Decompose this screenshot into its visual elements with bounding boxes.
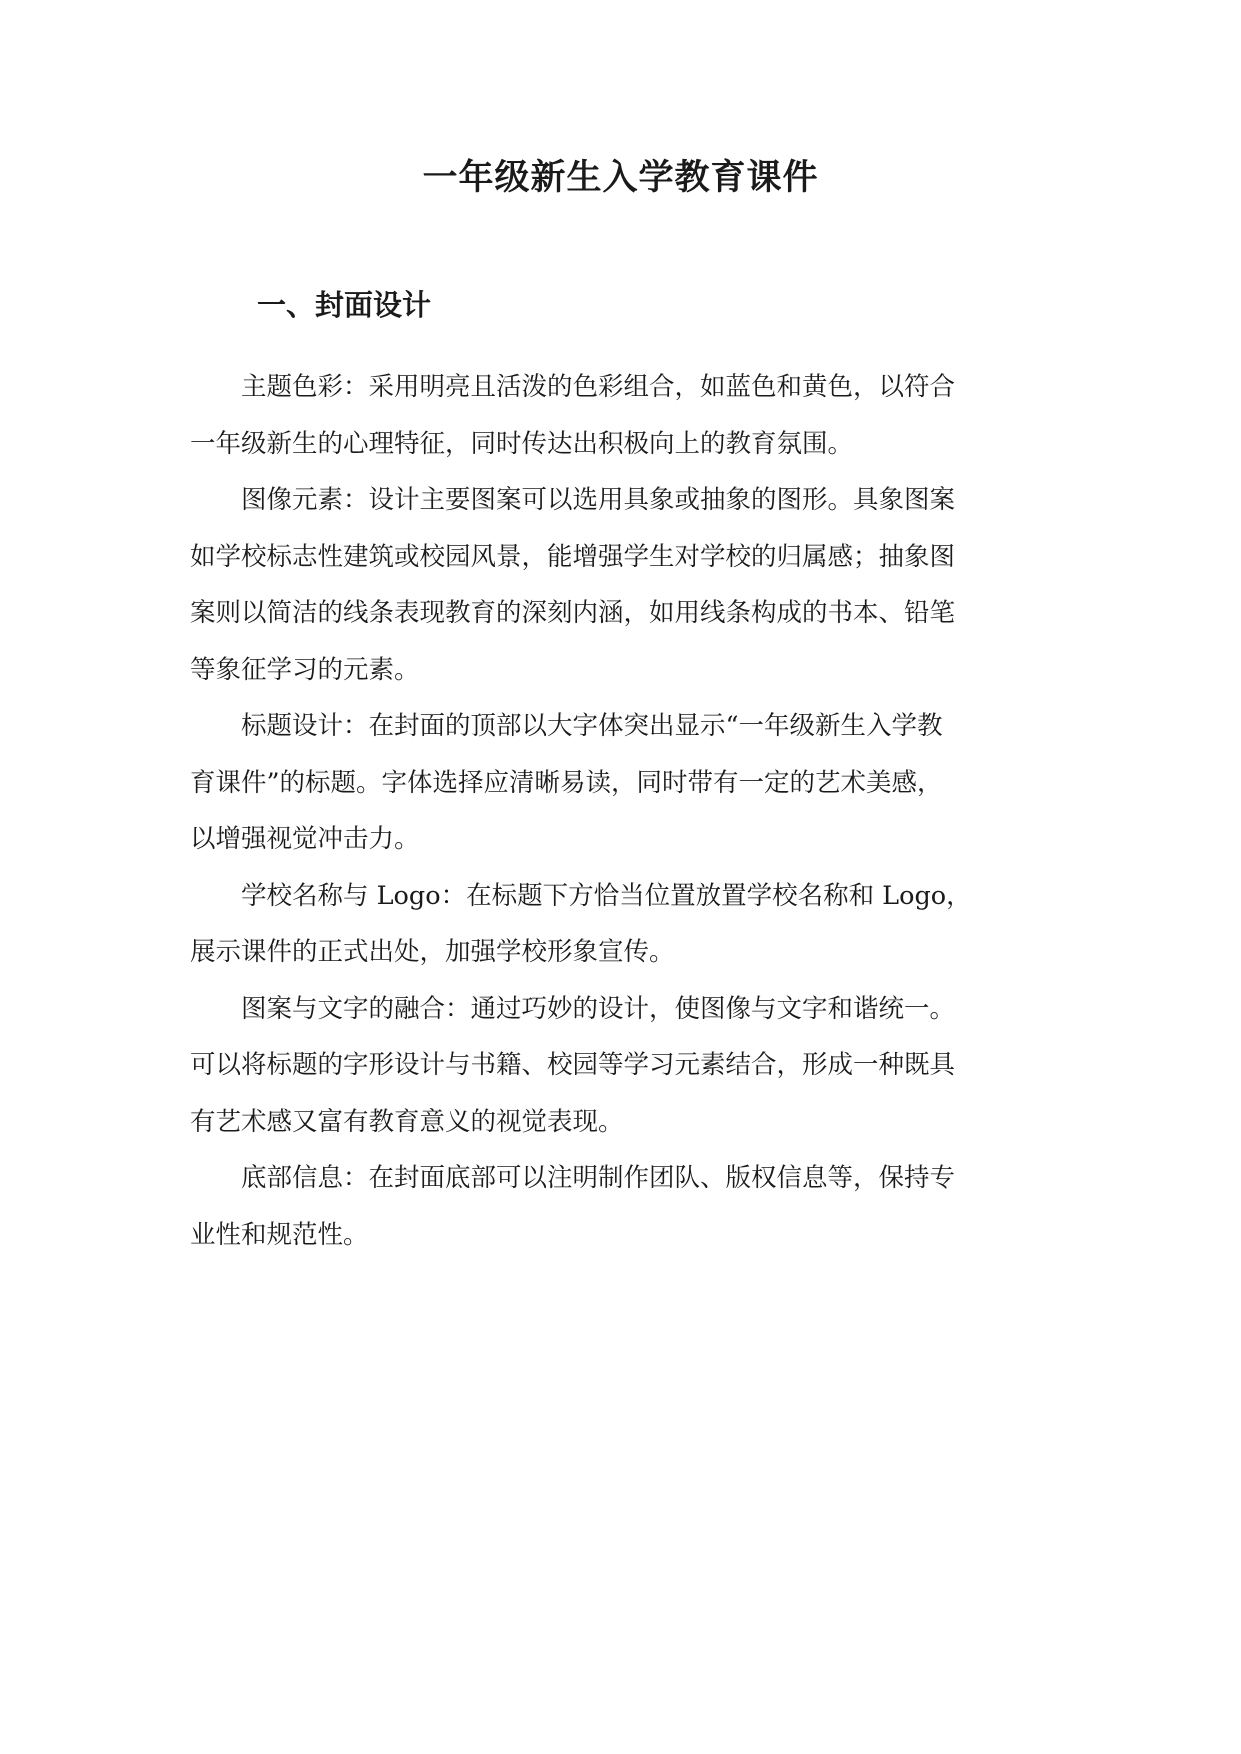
document-title: 一年级新生入学教育课件	[422, 158, 819, 198]
paragraph-footer-info	[190, 1150, 1070, 1263]
paragraph-image-elements	[190, 472, 1070, 698]
text-line: 图案与文字的融合：通过巧妙的设计，使图像与文字和谐统一。	[241, 993, 956, 1024]
text-line: 以增强视觉冲击力。	[190, 824, 420, 854]
text-line: 育课件”的标题。字体选择应清晰易读，同时带有一定的艺术美感，	[190, 767, 943, 798]
paragraph-title-design	[190, 698, 1070, 868]
text-line: 等象征学习的元素。	[190, 654, 420, 685]
text-line: 如学校标志性建筑或校园风景，能增强学生对学校的归属感；抽象图	[190, 541, 956, 572]
text-line: 可以将标题的字形设计与书籍、校园等学习元素结合，形成一种既具	[190, 1050, 956, 1080]
text-line: 业性和规范性。	[190, 1219, 369, 1250]
text-line: 底部信息：在封面底部可以注明制作团队、版权信息等，保持专	[241, 1163, 956, 1193]
text-line: 案则以简洁的线条表现教育的深刻内涵，如用线条构成的书本、铅笔	[190, 598, 956, 628]
body-text	[190, 359, 1070, 1263]
text-line: 标题设计：在封面的顶部以大字体突出显示“一年级新生入学教	[241, 711, 943, 741]
text-line: 主题色彩：采用明亮且活泼的色彩组合，如蓝色和黄色，以符合	[241, 372, 956, 402]
text-line: 一年级新生的心理特征，同时传达出积极向上的教育氛围。	[190, 428, 854, 459]
paragraph-school-logo	[190, 868, 1070, 981]
section-heading: 一、封面设计	[257, 288, 432, 322]
text-line: 有艺术感又富有教育意义的视觉表现。	[190, 1106, 624, 1137]
text-line: 学校名称与 Logo：在标题下方恰当位置放置学校名称和 Logo，	[241, 880, 972, 911]
text-line: 展示课件的正式出处，加强学校形象宣传。	[190, 937, 675, 967]
paragraph-theme-color	[190, 359, 1070, 472]
paragraph-image-text-fusion	[190, 981, 1070, 1151]
text-line: 图像元素：设计主要图案可以选用具象或抽象的图形。具象图案	[241, 485, 956, 515]
